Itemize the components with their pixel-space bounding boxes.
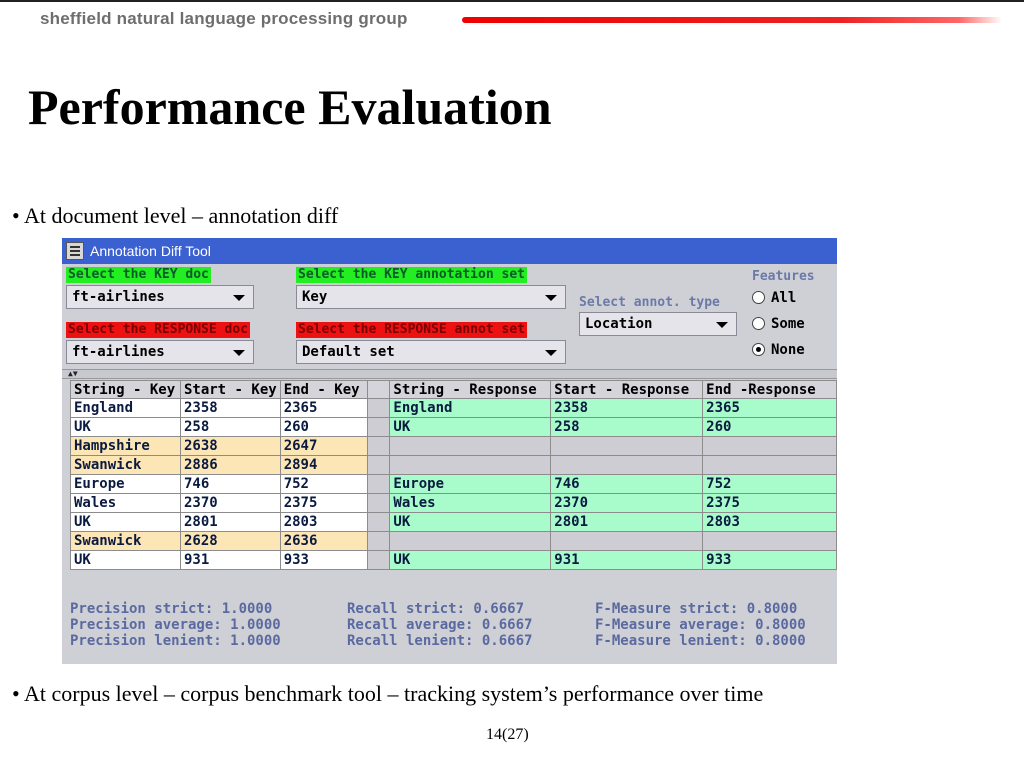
table-cell[interactable]: 2638 xyxy=(180,437,280,456)
chevron-down-icon xyxy=(716,322,728,328)
column-header[interactable]: End -Response xyxy=(703,381,837,399)
table-cell[interactable]: Swanwick xyxy=(71,456,181,475)
slide-title: Performance Evaluation xyxy=(28,79,552,135)
table-cell[interactable]: 752 xyxy=(703,475,837,494)
table-cell[interactable]: UK xyxy=(390,551,551,570)
features-radio-none[interactable] xyxy=(752,340,805,360)
window-menu-icon[interactable] xyxy=(66,242,84,260)
table-cell[interactable] xyxy=(551,456,703,475)
table-cell[interactable] xyxy=(551,437,703,456)
table-cell[interactable]: 2894 xyxy=(280,456,367,475)
table-cell[interactable] xyxy=(367,456,390,475)
table-row[interactable] xyxy=(71,513,837,532)
recall-metrics xyxy=(347,601,532,649)
table-cell[interactable]: 933 xyxy=(280,551,367,570)
key-doc-value: ft-airlines xyxy=(72,289,165,305)
table-cell[interactable]: 931 xyxy=(180,551,280,570)
features-option-some: Some xyxy=(771,316,805,332)
column-header[interactable]: String - Response xyxy=(390,381,551,399)
table-cell[interactable]: Europe xyxy=(71,475,181,494)
table-cell[interactable]: 2803 xyxy=(703,513,837,532)
chevron-down-icon xyxy=(233,350,245,356)
table-cell[interactable]: England xyxy=(390,399,551,418)
table-cell[interactable] xyxy=(703,532,837,551)
recall-average: Recall average: 0.6667 xyxy=(347,617,533,633)
column-header[interactable]: Start - Response xyxy=(551,381,703,399)
fmeasure-metrics xyxy=(595,601,806,649)
window-title: Annotation Diff Tool xyxy=(90,243,211,259)
table-cell[interactable]: UK xyxy=(390,418,551,437)
table-row[interactable] xyxy=(71,399,837,418)
response-doc-value: ft-airlines xyxy=(72,344,165,360)
column-header[interactable]: End - Key xyxy=(280,381,367,399)
table-cell[interactable] xyxy=(367,513,390,532)
table-row[interactable] xyxy=(71,494,837,513)
features-label: Features xyxy=(752,269,815,284)
table-cell[interactable]: 258 xyxy=(551,418,703,437)
recall-lenient: Recall lenient: 0.6667 xyxy=(347,633,533,649)
precision-lenient: Precision lenient: 1.0000 xyxy=(70,633,281,649)
response-doc-label: Select the RESPONSE doc xyxy=(68,322,249,337)
table-cell[interactable] xyxy=(390,437,551,456)
table-row[interactable] xyxy=(71,456,837,475)
precision-metrics xyxy=(70,601,281,649)
table-cell[interactable]: 2370 xyxy=(180,494,280,513)
precision-average: Precision average: 1.0000 xyxy=(70,617,281,633)
recall-strict: Recall strict: 0.6667 xyxy=(347,601,525,617)
response-set-value: Default set xyxy=(302,344,395,360)
table-cell[interactable]: 2628 xyxy=(180,532,280,551)
fmeasure-average: F-Measure average: 0.8000 xyxy=(595,617,806,633)
table-cell[interactable]: Wales xyxy=(71,494,181,513)
table-cell[interactable]: 2803 xyxy=(280,513,367,532)
table-cell[interactable] xyxy=(703,456,837,475)
key-doc-label: Select the KEY doc xyxy=(68,267,209,282)
split-pane-divider[interactable] xyxy=(62,369,837,379)
table-cell[interactable]: England xyxy=(71,399,181,418)
table-cell[interactable] xyxy=(367,418,390,437)
header-red-swoosh xyxy=(462,17,1002,23)
chevron-down-icon xyxy=(233,295,245,301)
bullet-document-level: • At document level – annotation diff xyxy=(12,203,339,228)
annotation-diff-window xyxy=(62,238,837,664)
table-cell[interactable] xyxy=(390,532,551,551)
table-cell[interactable] xyxy=(367,532,390,551)
window-title-bar[interactable] xyxy=(62,238,837,264)
column-header[interactable] xyxy=(367,381,390,399)
table-cell[interactable] xyxy=(367,475,390,494)
table-cell[interactable] xyxy=(390,456,551,475)
table-cell[interactable] xyxy=(367,437,390,456)
features-option-all: All xyxy=(771,290,797,306)
brand-logo-text: sheffield natural language processing group xyxy=(40,9,408,28)
table-cell[interactable]: 746 xyxy=(551,475,703,494)
key-set-label: Select the KEY annotation set xyxy=(298,267,525,282)
split-arrows-icon[interactable]: ▲▼ xyxy=(68,369,78,378)
response-set-select[interactable] xyxy=(296,340,566,364)
diff-table-body xyxy=(71,399,837,570)
table-row[interactable] xyxy=(71,551,837,570)
table-cell[interactable]: 2801 xyxy=(180,513,280,532)
table-cell[interactable] xyxy=(367,494,390,513)
radio-unchecked-icon xyxy=(752,317,765,330)
table-cell[interactable]: 2647 xyxy=(280,437,367,456)
header-rule xyxy=(0,0,1024,2)
table-cell[interactable]: 2370 xyxy=(551,494,703,513)
table-cell[interactable]: Wales xyxy=(390,494,551,513)
table-row[interactable] xyxy=(71,475,837,494)
radio-unchecked-icon xyxy=(752,291,765,304)
table-cell[interactable]: Hampshire xyxy=(71,437,181,456)
table-cell[interactable] xyxy=(367,399,390,418)
radio-checked-icon xyxy=(752,343,765,356)
table-cell[interactable]: 260 xyxy=(280,418,367,437)
table-row[interactable] xyxy=(71,418,837,437)
table-cell[interactable]: 2365 xyxy=(280,399,367,418)
response-doc-select[interactable] xyxy=(66,340,254,364)
table-cell[interactable]: 752 xyxy=(280,475,367,494)
table-cell[interactable]: Europe xyxy=(390,475,551,494)
key-set-select[interactable] xyxy=(296,285,566,309)
precision-strict: Precision strict: 1.0000 xyxy=(70,601,273,617)
diff-table xyxy=(70,380,837,570)
table-cell[interactable]: UK xyxy=(390,513,551,532)
table-cell[interactable]: 2358 xyxy=(551,399,703,418)
table-row[interactable] xyxy=(71,532,837,551)
table-cell[interactable]: 2886 xyxy=(180,456,280,475)
table-cell[interactable]: 933 xyxy=(703,551,837,570)
column-header[interactable]: String - Key xyxy=(71,381,181,399)
table-cell[interactable]: UK xyxy=(71,418,181,437)
features-option-none: None xyxy=(771,342,805,358)
table-cell[interactable]: 2358 xyxy=(180,399,280,418)
fmeasure-strict: F-Measure strict: 0.8000 xyxy=(595,601,798,617)
table-cell[interactable]: 931 xyxy=(551,551,703,570)
annot-type-label: Select annot. type xyxy=(579,295,720,310)
chevron-down-icon xyxy=(545,295,557,301)
table-cell[interactable]: 2801 xyxy=(551,513,703,532)
table-cell[interactable]: 2375 xyxy=(703,494,837,513)
table-cell[interactable]: 746 xyxy=(180,475,280,494)
key-doc-select[interactable] xyxy=(66,285,254,309)
table-cell[interactable] xyxy=(367,551,390,570)
table-cell[interactable]: 2375 xyxy=(280,494,367,513)
page-number: 14(27) xyxy=(486,726,529,743)
features-radio-some[interactable] xyxy=(752,314,805,334)
annot-type-select[interactable] xyxy=(579,312,737,336)
table-cell[interactable] xyxy=(703,437,837,456)
key-set-value: Key xyxy=(302,289,328,305)
table-cell[interactable]: 258 xyxy=(180,418,280,437)
fmeasure-lenient: F-Measure lenient: 0.8000 xyxy=(595,633,806,649)
bullet-corpus-level: • At corpus level – corpus benchmark tool – tracking system’s performance over time xyxy=(12,681,764,706)
table-cell[interactable]: 260 xyxy=(703,418,837,437)
table-cell[interactable]: UK xyxy=(71,513,181,532)
response-set-label: Select the RESPONSE annot set xyxy=(298,322,525,337)
chevron-down-icon xyxy=(545,350,557,356)
table-cell[interactable] xyxy=(551,532,703,551)
table-row[interactable] xyxy=(71,437,837,456)
table-header-row xyxy=(71,381,837,399)
table-cell[interactable]: UK xyxy=(71,551,181,570)
features-radio-all[interactable] xyxy=(752,288,796,308)
table-cell[interactable]: Swanwick xyxy=(71,532,181,551)
table-cell[interactable]: 2636 xyxy=(280,532,367,551)
table-cell[interactable]: 2365 xyxy=(703,399,837,418)
column-header[interactable]: Start - Key xyxy=(180,381,280,399)
annot-type-value: Location xyxy=(585,316,653,332)
